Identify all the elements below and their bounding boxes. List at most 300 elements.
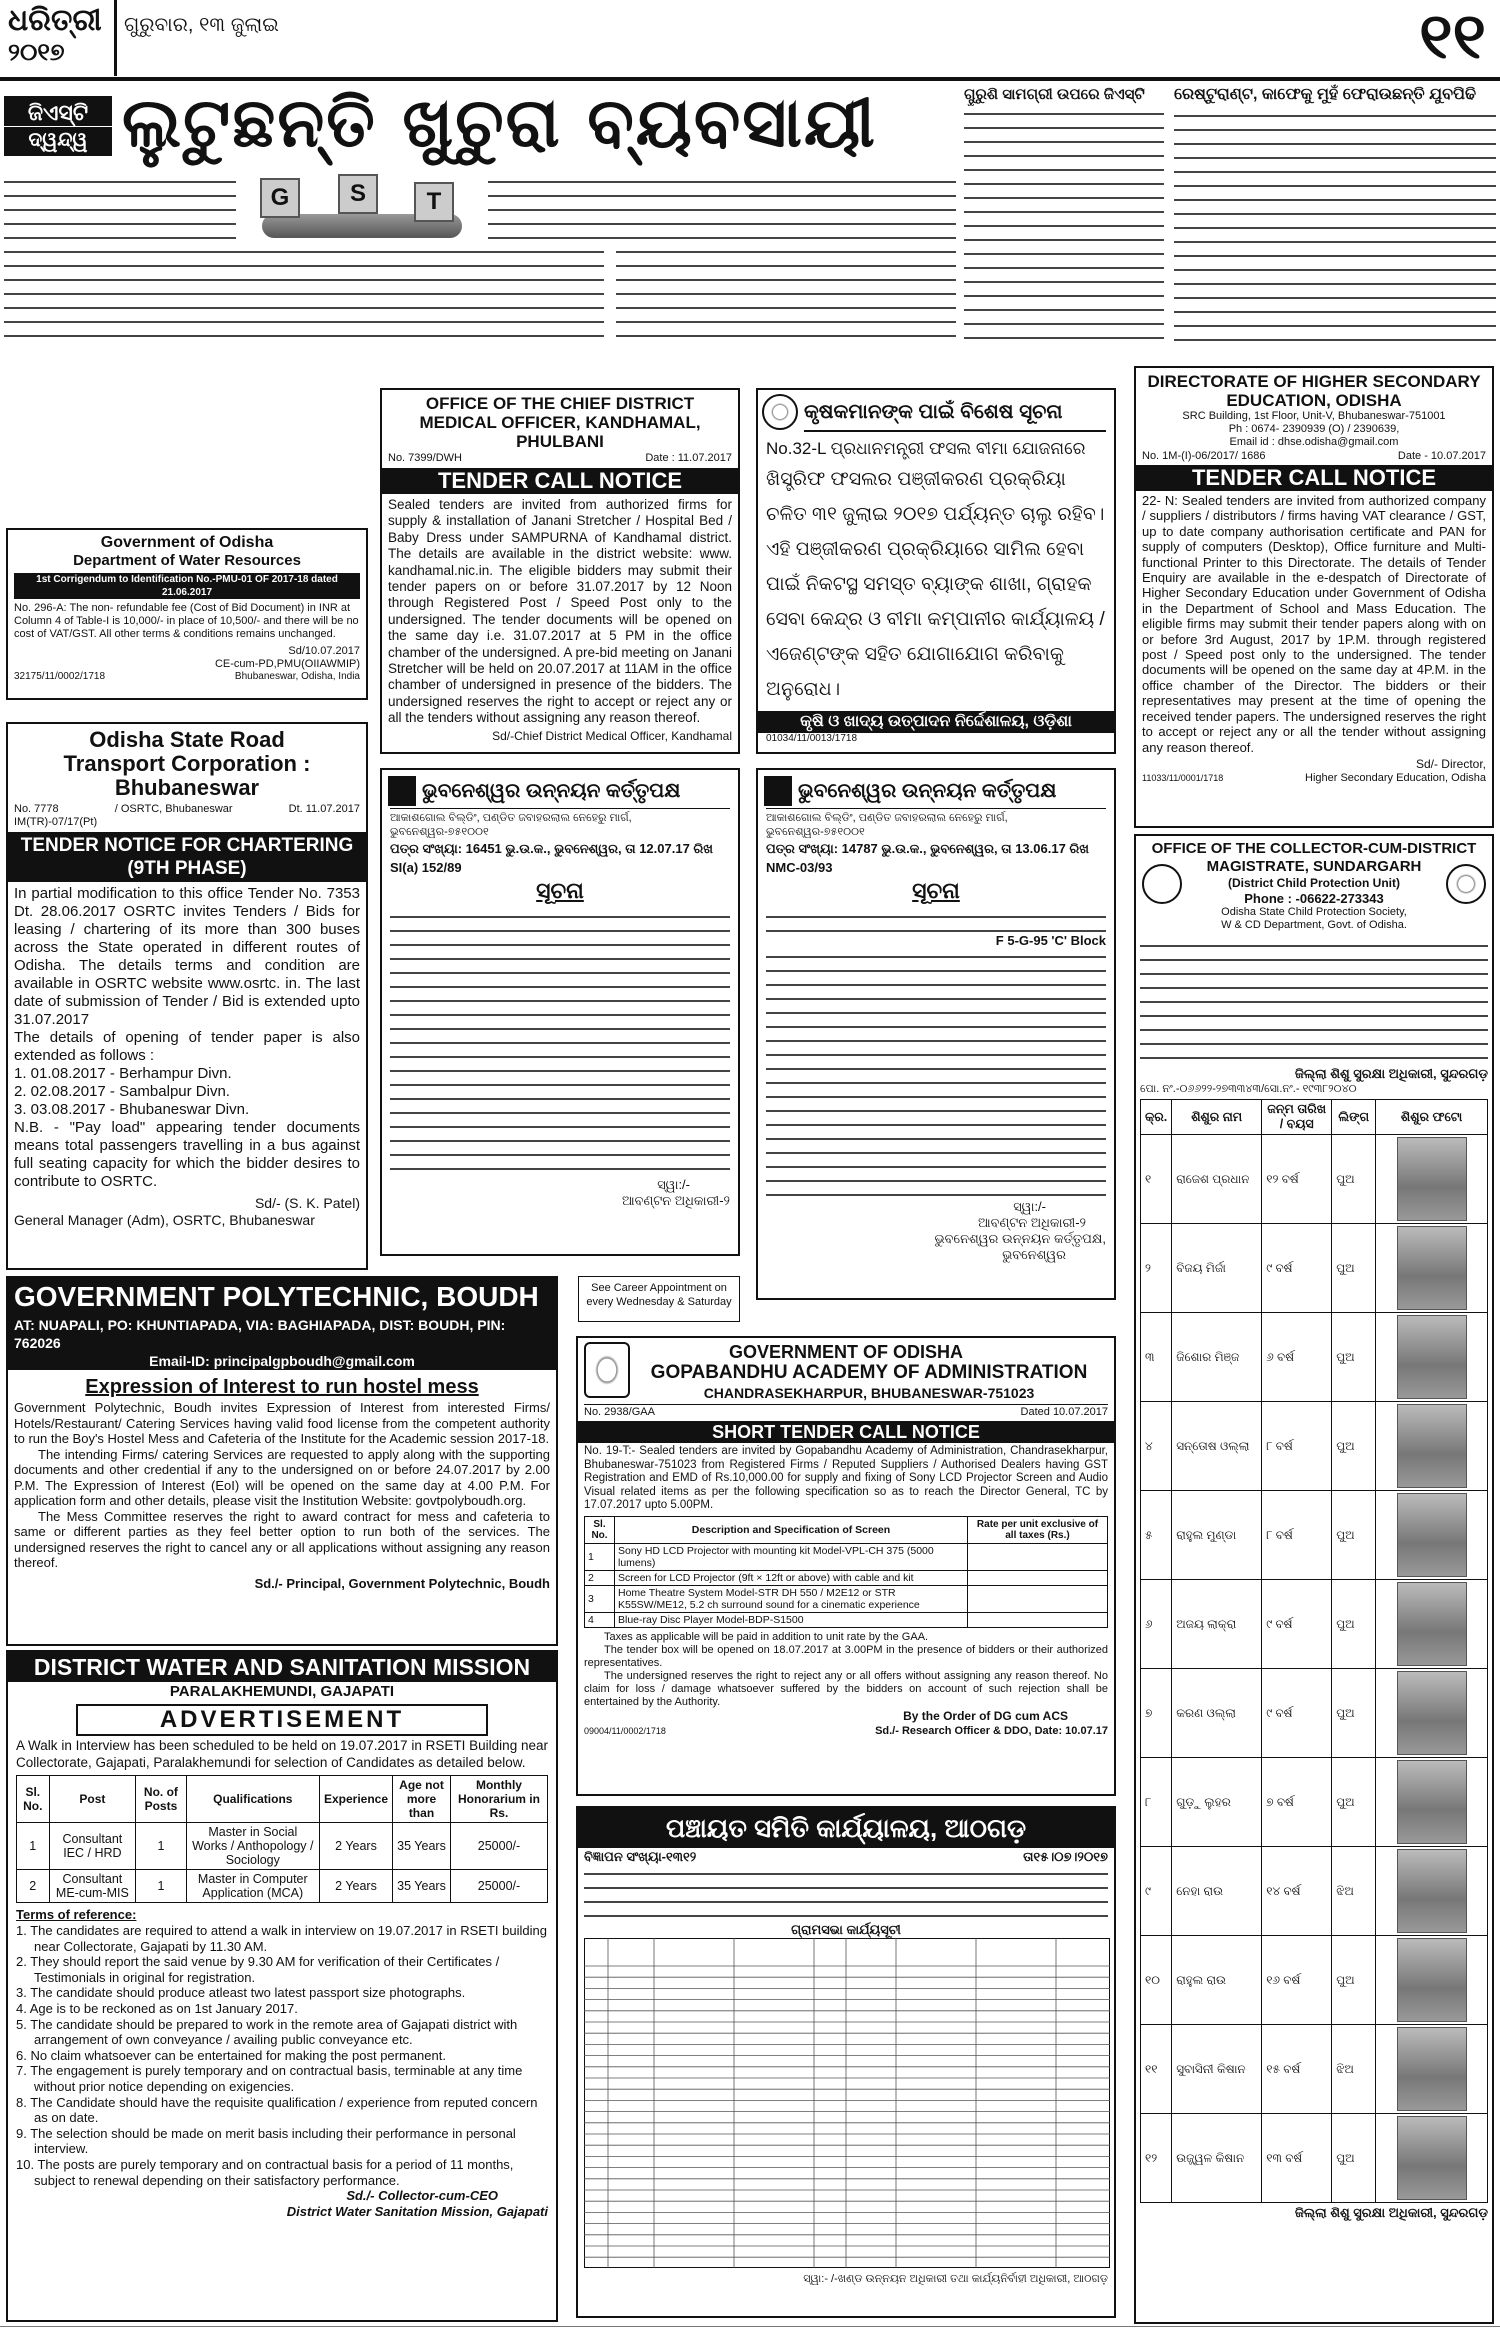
polytechnic-boudh-ad xyxy=(6,1276,558,1646)
bda2-sign-2: ଆବଣ୍ଟନ ଅଧିକାରୀ-୨ xyxy=(978,1215,1086,1230)
poly-email: Email-ID: principalgpboudh@gmail.com xyxy=(8,1352,556,1370)
child-age: ୧୫ ବର୍ଷ xyxy=(1262,2025,1332,2114)
collector-title-6: W & CD Department, Govt. of Odisha. xyxy=(1221,919,1407,931)
masthead xyxy=(0,0,1500,78)
bda2-letter-no: ପତ୍ର ସଂଖ୍ୟା: 14787 ଭୁ.ଉ.କ., ଭୁବନେଶ୍ୱର, ତା 13.06.17 ରିଖ xyxy=(766,841,1089,856)
dwsm-term: 3. The candidate should produce atleast two latest passport size photographs. xyxy=(16,1985,466,2001)
children-table-header xyxy=(1141,1100,1488,1135)
gaa-item-sl: 1 xyxy=(585,1543,615,1570)
child-gender: ପୁଅ xyxy=(1332,1402,1376,1491)
kicker-top: ଜିଏସ୍ଟି xyxy=(27,100,89,125)
gst-t-coin: T xyxy=(414,182,454,222)
child-gender: ପୁଅ xyxy=(1332,1135,1376,1224)
child-photo-cell xyxy=(1376,1491,1488,1580)
child-name: ସନ୍ତୋଷ ଓଲ୍ଲା xyxy=(1172,1402,1262,1491)
collector-body xyxy=(1140,938,1488,1066)
panchayat-date: ତା୧୫।୦୭।୨୦୧୭ xyxy=(1023,1849,1108,1864)
gaa-item-rate xyxy=(968,1612,1108,1627)
osrtc-date: Dt. 11.07.2017 xyxy=(288,803,360,815)
dwsm-cell: Master in Social Works / Anthopology / Sociology xyxy=(186,1823,319,1870)
col-gender: ଲିଙ୍ଗ xyxy=(1332,1100,1376,1135)
dwsm-col: No. of Posts xyxy=(136,1776,186,1823)
bda2-title: ଭୁବନେଶ୍ୱର ଉନ୍ନୟନ କର୍ତ୍ତୃପକ୍ଷ xyxy=(798,780,1057,802)
dwsm-subtitle: PARALAKHEMUNDI, GAJAPATI xyxy=(169,1683,395,1700)
panchayat-footer: ସ୍ୱା:- /-ଖଣ୍ଡ ଉନ୍ନୟନ ଅଧିକାରୀ ତଥା କାର୍ଯ୍ୟନିର୍ବାହୀ ଅଧିକାରୀ, ଆଠଗଡ଼ xyxy=(803,2273,1108,2285)
child-age: ୯ ବର୍ଷ xyxy=(1262,1224,1332,1313)
gram-sabha-table xyxy=(584,1938,1110,2268)
children-table-body xyxy=(1141,1135,1488,2203)
career-note xyxy=(578,1276,740,1322)
brand-name: ଧରିତ୍ରୀ xyxy=(8,3,102,38)
water-sign-1: Sd/10.07.2017 xyxy=(288,645,360,657)
poly-body-3: The Mess Committee reserves the right to award contract for mess and cafeteria to same or different parties as they feel better option to run both of the services. The undersigned reserves the right to cancel any or all applications without assigning any reason thereof. xyxy=(14,1508,550,1570)
gaa-ref: 09004/11/0002/1718 xyxy=(584,1725,666,1736)
dhse-address: SRC Building, 1st Floor, Unit-V, Bhubaneswar-751001 xyxy=(1182,410,1446,422)
dhse-ad xyxy=(1134,366,1494,828)
dwsm-title: DISTRICT WATER AND SANITATION MISSION xyxy=(8,1652,556,1682)
osrtc-title-3: Bhubaneswar xyxy=(114,775,260,800)
dwsm-col: Experience xyxy=(319,1776,392,1823)
dwsm-cell: Master in Computer Application (MCA) xyxy=(186,1870,319,1903)
poly-body-2: The intending Firms/ catering Services are requested to apply along with the supporting documents and other credential if any to the undersigned on or before 24.07.2017 by 2.00 P.M. The Expression of Interest (EoI) will be opened on the same day at 4.00 P.M. For application form and other details, please visit the Institution Website: govtpolyboudh.org. xyxy=(14,1446,550,1508)
child-photo xyxy=(1397,1226,1467,1310)
bda1-sign-1: ସ୍ୱା:/- xyxy=(657,1177,690,1192)
osrtc-title-2: Transport Corporation : xyxy=(63,751,311,776)
dwsm-posts-table xyxy=(16,1775,548,1903)
gaa-emblem-icon xyxy=(584,1342,630,1398)
krushi-sign: କୃଷି ଓ ଖାଦ୍ୟ ଉତ୍ପାଦନ ନିର୍ଦ୍ଦେଶାଳୟ, ଓଡ଼ିଶା xyxy=(758,711,1114,733)
gaa-item-desc: Home Theatre System Model-STR DH 550 / M2E12 or STR K55SW/ME12, 5.2 ch surround sound for a cinematic experience xyxy=(615,1585,968,1612)
child-row xyxy=(1141,1224,1488,1313)
dwsm-col: Qualifications xyxy=(186,1776,319,1823)
poly-body-1: Government Polytechnic, Boudh invites Expression of Interest from interested Firms/ Hotels/Restaurant/ Catering Services having valid food license from the competent authority to run the Boy's Hostel Mess and Cafeteria of the Institute for the Academic session 2017-18. xyxy=(14,1400,550,1446)
col-age: ଜନ୍ମ ତାରିଖ / ବୟସ xyxy=(1262,1100,1332,1135)
dwsm-sign-2: District Water Sanitation Mission, Gajapati xyxy=(286,2204,548,2220)
cdmo-date: Date : 11.07.2017 xyxy=(645,452,732,464)
gst-s-coin: S xyxy=(338,174,378,214)
bda2-body-a xyxy=(766,909,1106,933)
bda2-block: F 5-G-95 'C' Block xyxy=(995,933,1106,948)
child-gender: ପୁଅ xyxy=(1332,1758,1376,1847)
child-name: ଉଜ୍ଜ୍ୱଳ କିଷାନ xyxy=(1172,2114,1262,2203)
bda-logo-icon xyxy=(388,776,416,806)
osrtc-sign-2: General Manager (Adm), OSRTC, Bhubaneswar xyxy=(14,1212,315,1228)
dwsm-cell: Consultant IEC / HRD xyxy=(49,1823,136,1870)
gaa-item-row xyxy=(585,1585,1108,1612)
osrtc-sign-1: Sd/- (S. K. Patel) xyxy=(254,1195,360,1211)
dwsm-terms-head: Terms of reference: xyxy=(16,1907,137,1922)
water-ref: 32175/11/0002/1718 xyxy=(14,671,106,682)
bda-notice-2 xyxy=(756,768,1116,1300)
gaa-item-desc: Sony HD LCD Projector with mounting kit Model-VPL-CH 375 (5000 lumens) xyxy=(615,1543,968,1570)
panchayat-samiti-ad xyxy=(576,1806,1116,2318)
child-photo xyxy=(1397,1582,1467,1666)
dwsm-term: 5. The candidate should be prepared to work in the remote area of Gajapati district with arrangement of own conveyance / availing public conveyance etc. xyxy=(16,2016,518,2048)
osrtc-title-1: Odisha State Road xyxy=(89,727,285,752)
gaa-col-sl: Sl. No. xyxy=(585,1516,615,1543)
collector-title-5: Odisha State Child Protection Society, xyxy=(1221,906,1407,918)
child-serial: ୫ xyxy=(1141,1491,1172,1580)
osrtc-sched-1: 1. 01.08.2017 - Berhampur Divn. xyxy=(14,1065,232,1082)
panchayat-body xyxy=(584,1866,1108,1922)
dhse-email: Email id : dhse.odisha@gmail.com xyxy=(1229,436,1399,448)
gaa-sign: Sd./- Research Officer & DDO, Date: 10.07.17 xyxy=(875,1724,1108,1737)
gaa-tender-ad xyxy=(576,1336,1116,1796)
child-row xyxy=(1141,1758,1488,1847)
poly-address: AT: NUAPALI, PO: KHUNTIAPADA, VIA: BAGHIAPADA, DIST: BOUDH, PIN: 762026 xyxy=(8,1316,556,1352)
child-name: ନେହା ରାଉ xyxy=(1172,1847,1262,1936)
bda1-body xyxy=(390,909,730,1177)
child-gender: ପୁଅ xyxy=(1332,1669,1376,1758)
bda1-heading: ସୂଚନା xyxy=(536,878,584,903)
bda2-address: ଆକାଶଗୋଲ ବିଲ୍ଡିଂ, ପଣ୍ଡିତ ଜବାହରଲାଲ ନେହେରୁ ମାର୍ଗ, ଭୁବନେଶ୍ୱର-୭୫୧୦୦୧ xyxy=(766,808,1106,839)
child-name: ଜିଶୋର ମିଞ୍ଜ xyxy=(1172,1313,1262,1402)
gaa-item-sl: 2 xyxy=(585,1570,615,1585)
child-serial: ୧୨ xyxy=(1141,2114,1172,2203)
lead-col-5 xyxy=(1174,108,1496,344)
child-photo xyxy=(1397,1137,1467,1221)
child-serial: ୧୧ xyxy=(1141,2025,1172,2114)
missing-children-table xyxy=(1140,1099,1488,2203)
osrtc-subref: IM(TR)-07/17(Pt) xyxy=(14,816,98,828)
panchayat-no: ବିଜ୍ଞାପନ ସଂଖ୍ୟା-୧୩୧୨ xyxy=(584,1849,697,1864)
bda-notice-1 xyxy=(380,768,740,1256)
cdmo-no: No. 7399/DWH xyxy=(388,452,462,464)
dhse-ref: 11033/11/0001/1718 xyxy=(1142,772,1224,783)
kicker-bottom: ଦ୍ୱନ୍ଦ୍ୱ xyxy=(4,126,112,153)
osrtc-body: In partial modification to this office Tender No. 7353 Dt. 28.06.2017 OSRTC invites Tenders / Bids for leasing / chartering of its more than 300 buses across the State operated in different routes of Odisha. The details terms and condition are available in OSRTC website www.osrtc. in. The last date of submission of Tender / Bid is extended upto 31.07.2017 xyxy=(14,885,360,1028)
dhse-bar: TENDER CALL NOTICE xyxy=(1136,465,1492,491)
child-serial: ୪ xyxy=(1141,1402,1172,1491)
water-sign-3: Bhubaneswar, Odisha, India xyxy=(234,671,360,682)
child-photo xyxy=(1397,1760,1467,1844)
gaa-note-1: Taxes as applicable will be paid in addition to unit rate by the GAA. xyxy=(604,1630,929,1643)
gaa-title-0: GOVERNMENT OF ODISHA xyxy=(728,1342,963,1362)
dwsm-cell: 25000/- xyxy=(450,1823,547,1870)
bda1-letter-no: ପତ୍ର ସଂଖ୍ୟା: 16451 ଭୁ.ଉ.କ., ଭୁବନେଶ୍ୱର, ତା 12.07.17 ରିଖ xyxy=(390,841,713,856)
dwsm-term: 10. The posts are purely temporary and on contractual basis for a period of 11 months, subject to renewal depending on their satisfactory performance. xyxy=(16,2156,514,2188)
dhse-body: 22- N: Sealed tenders are invited from authorized company / suppliers / distributors / firms having VAT clearance / GST, up to date company authorisation certificate and PAN for supply of computers (Desktop), Office furniture and Multi-functional Printer to this Directorate. The details of Tender Enquiry are available in the e-despatch of Directorate of Higher Secondary Education under Government of Odisha in the Department of School and Mass Education. The eligible firms may submit their tender papers along with on or before 3rd August, 2017 by 1P.M. through registered post / Speed post only to the undersigned. The tender documents will be opened on the same day at 4P.M. in the office chamber of the Director. The bidders or their representatives may present at the time of opening the received tender papers. The undersigned reserves the right to accept or reject any or all the tender without assigning any reason thereof. xyxy=(1142,493,1486,755)
gaa-items-table xyxy=(584,1516,1108,1628)
lead-story xyxy=(4,83,1496,348)
child-photo xyxy=(1397,1493,1467,1577)
child-age: ୧୬ ବର୍ଷ xyxy=(1262,1936,1332,2025)
krushi-title: କୃଷକମାନଙ୍କ ପାଇଁ ବିଶେଷ ସୂଚନା xyxy=(804,394,1106,432)
child-serial: ୩ xyxy=(1141,1313,1172,1402)
krushi-body: ଖିସ୍ତ୍ରିଫ ଫସଲର ପଞ୍ଜୀକରଣ ପ୍ରକ୍ରିୟା ଚଳିତ ୩୧ ଜୁଲାଇ ୨୦୧୭ ପର୍ଯ୍ୟନ୍ତ ଚାଲୁ ରହିବ। ଏହି ପଞ୍ଜୀକରଣ ପ୍ରକ୍ରିୟାରେ ସାମିଲ ହେବା ପାଇଁ ନିକଟସ୍ଥ ସମସ୍ତ ବ୍ୟାଙ୍କ ଶାଖା, ଗ୍ରାହକ ସେବା କେନ୍ଦ୍ର ଓ ବୀମା କମ୍ପାନୀର କାର୍ଯ୍ୟାଳୟ / ଏଜେଣ୍ଟଙ୍କ ସହିତ ଯୋଗାଯୋଗ କରିବାକୁ ଅନୁରୋଧ। xyxy=(766,469,1105,700)
collector-phone: Phone : -06622-273343 xyxy=(1244,891,1384,906)
poly-subject: Expression of Interest to run hostel mess xyxy=(85,1376,479,1398)
gaa-note-2: The tender box will be opened on 18.07.2017 at 3.00PM in the presence of bidders or their authorized representatives. xyxy=(584,1643,1108,1669)
osrtc-no: No. 7778 xyxy=(14,803,59,815)
dhse-no: No. 1M-(I)-06/2017/ 1686 xyxy=(1142,450,1266,462)
child-name: ରାହୁଲ ରାଉ xyxy=(1172,1936,1262,2025)
page-number: ୧୧ xyxy=(1419,0,1486,74)
child-row xyxy=(1141,2114,1488,2203)
cdmo-sign: Sd/-Chief District Medical Officer, Kandhamal xyxy=(492,728,732,743)
child-name: ରାଜେଶ ପ୍ରଧାନ xyxy=(1172,1135,1262,1224)
gaa-item-rate xyxy=(968,1570,1108,1585)
child-photo xyxy=(1397,2027,1467,2111)
gaa-note-3: The undersigned reserves the right to reject any or all offers without assigning any reason thereof. No claim for loss / damage whatsoever suffered by the bidders on account of such rejection shall be entertained by the Authority. xyxy=(584,1669,1108,1708)
child-age: ୧୨ ବର୍ଷ xyxy=(1262,1135,1332,1224)
dwsm-term: 4. Age is to be reckoned as on 1st January 2017. xyxy=(16,2000,298,2016)
child-row xyxy=(1141,1580,1488,1669)
gaa-col-rate: Rate per unit exclusive of all taxes (Rs.) xyxy=(968,1516,1108,1543)
child-photo-cell xyxy=(1376,1936,1488,2025)
water-sign-2: CE-cum-PD,PMU(OIIAWMIP) xyxy=(214,658,360,670)
child-photo xyxy=(1397,1938,1467,2022)
dwsm-cell: 2 Years xyxy=(319,1870,392,1903)
child-row xyxy=(1141,1936,1488,2025)
lead-col-5-head: ରେଷ୍ଟୁରାଣ୍ଟ, କାଫେକୁ ମୁହଁ ଫେରାଉଛନ୍ତି ଯୁବପିଢି xyxy=(1174,86,1477,103)
child-photo-cell xyxy=(1376,1669,1488,1758)
child-gender: ପୁଅ xyxy=(1332,1313,1376,1402)
child-name: ଅଜୟ ଲାକ୍ରା xyxy=(1172,1580,1262,1669)
dwsm-cell: Consultant ME-cum-MIS xyxy=(49,1870,136,1903)
child-photo-cell xyxy=(1376,1758,1488,1847)
gaa-item-rate xyxy=(968,1585,1108,1612)
gaa-item-rate xyxy=(968,1543,1108,1570)
dwsm-term: 8. The Candidate should have the requisite qualification / experience from reputed concern as on date. xyxy=(16,2094,538,2126)
child-gender: ଝିଅ xyxy=(1332,1847,1376,1936)
odisha-emblem-icon xyxy=(762,394,798,430)
career-text: See Career Appointment on every Wednesday & Saturday xyxy=(586,1282,732,1308)
lead-col-3 xyxy=(616,174,956,344)
dwsm-cell: 35 Years xyxy=(393,1823,451,1870)
child-name: ଗୁଡ଼ୁ ଲୁହର xyxy=(1172,1758,1262,1847)
gaa-body: No. 19-T:- Sealed tenders are invited by Gopabandhu Academy of Administration, Chandrasekharpur, Bhubaneswar-751023 from Registered Firms / Reputed Suppliers / Authorised Dealers having GST Registration and EMD of Rs.10,000.00 for supply and fixing of Sony LCD Projector Screen and Audio Visual related items as per the following specification so as to reach the Director General, TC by 17.07.2017 upto 5.00PM. xyxy=(584,1445,1108,1511)
gst-coins-image xyxy=(242,174,482,240)
child-age: ୮ ବର୍ଷ xyxy=(1262,1402,1332,1491)
child-photo-cell xyxy=(1376,2114,1488,2203)
cdmo-bar: TENDER CALL NOTICE xyxy=(382,468,738,494)
child-photo xyxy=(1397,1671,1467,1755)
osrtc-sched-head: The details of opening of tender paper is also extended as follows : xyxy=(14,1029,360,1064)
gaa-item-row xyxy=(585,1612,1108,1627)
collector-title-1: OFFICE OF THE COLLECTOR-CUM-DISTRICT xyxy=(1151,840,1477,857)
issue-date: ଗୁରୁବାର, ୧୩ ଜୁଲାଇ xyxy=(124,14,279,36)
gaa-item-desc: Screen for LCD Projector (9ft × 12ft or above) with cable and kit xyxy=(615,1570,968,1585)
lead-col-2 xyxy=(488,174,620,244)
collector-footer: ଜିଲ୍ଲା ଶିଶୁ ସୁରକ୍ଷା ଅଧିକାରୀ, ସୁନ୍ଦରଗଡ଼ xyxy=(1294,2205,1488,2220)
child-photo-cell xyxy=(1376,2025,1488,2114)
child-gender: ପୁଅ xyxy=(1332,1491,1376,1580)
gaa-item-sl: 4 xyxy=(585,1612,615,1627)
panchayat-table-head: ଗ୍ରାମସଭା କାର୍ଯ୍ୟସୂଚୀ xyxy=(791,1922,901,1937)
bda1-address: ଆକାଶଗୋଲ ବିଲ୍ଡିଂ, ପଣ୍ଡିତ ଜବାହରଲାଲ ନେହେରୁ ମାର୍ଗ, ଭୁବନେଶ୍ୱର-୭୫୧୦୦୧ xyxy=(390,808,730,839)
osrtc-ad xyxy=(6,722,368,1270)
child-serial: ୬ xyxy=(1141,1580,1172,1669)
collector-letter-no: ପୋ. ନଂ.-୦୬୬୨୨-୨୭୩୩୪୩/ସୋ.ନଂ.- ୧୯୩୮୨୦୪୦ xyxy=(1140,1083,1357,1095)
child-gender: ପୁଅ xyxy=(1332,2114,1376,2203)
child-age: ୯ ବର୍ଷ xyxy=(1262,1580,1332,1669)
dwsm-cell: 2 xyxy=(17,1870,50,1903)
dwsm-col: Age not more than xyxy=(393,1776,451,1823)
child-gender: ପୁଅ xyxy=(1332,1580,1376,1669)
child-name: ବିଜୟ ମିର୍ଜା xyxy=(1172,1224,1262,1313)
child-gender: ପୁଅ xyxy=(1332,1936,1376,2025)
dhse-sign-1: Sd/- Director, xyxy=(1415,756,1486,771)
dwsm-gajapati-ad xyxy=(6,1650,558,2322)
child-serial: ୮ xyxy=(1141,1758,1172,1847)
krushi-ad xyxy=(756,388,1116,754)
lead-col-1b xyxy=(4,244,604,344)
collector-title-3: (District Child Protection Unit) xyxy=(1228,876,1400,890)
dhse-title: DIRECTORATE OF HIGHER SECONDARY EDUCATION, ODISHA xyxy=(1147,372,1481,410)
dwsm-row xyxy=(17,1870,548,1903)
story-kicker xyxy=(4,96,112,156)
masthead-rule xyxy=(0,77,1500,81)
dhse-sign-2: Higher Secondary Education, Odisha xyxy=(1305,771,1486,784)
poly-sign: Sd./- Principal, Government Polytechnic, Boudh xyxy=(254,1575,550,1591)
child-name: ସୁବାସିନୀ କିଷାନ xyxy=(1172,2025,1262,2114)
col-serial: କ୍ର. xyxy=(1141,1100,1172,1135)
dwsm-term: 1. The candidates are required to attend a walk in interview on 19.07.2017 in RSETI building near Collectorate, Gajapati by 11.30 AM. xyxy=(16,1923,547,1954)
bda-logo-icon-2 xyxy=(764,776,792,806)
cdmo-body: Sealed tenders are invited from authorized firms for supply & installation of Janani Stretcher / Hospital Bed / Baby Dress under SAMPURNA of Kandhamal district. The details are available in the district website: www. kandhamal.nic.in. The eligible bidders may submit their tender papers on or before 31.07.2017 by 12 Noon through Registered Post / Speed Post only to the undersigned. The tender documents will be opened on the same day i.e. 31.07.2017 at 5 PM in the office chamber of the undersigned. A pre-bid meeting on Janani Stretcher will be held on 20.07.2017 at 11AM in the office chamber of undersigned in presence of the bidders. The undersigned reserves the right to accept or reject any or all the tenders without assigning any reason thereof. xyxy=(388,497,732,726)
child-age: ୯ ବର୍ଷ xyxy=(1262,1669,1332,1758)
poly-title: GOVERNMENT POLYTECHNIC, BOUDH xyxy=(8,1278,556,1316)
child-name: ରାହୁଲ ମୁଣ୍ଡା xyxy=(1172,1491,1262,1580)
gaa-item-row xyxy=(585,1543,1108,1570)
gaa-item-sl: 3 xyxy=(585,1585,615,1612)
dwsm-bar: ADVERTISEMENT xyxy=(76,1704,488,1736)
gaa-item-row xyxy=(585,1570,1108,1585)
collector-sundargarh-ad xyxy=(1134,834,1494,2324)
child-serial: ୧ xyxy=(1141,1135,1172,1224)
krushi-ref: 01034/11/0013/1718 xyxy=(766,733,858,744)
child-photo-cell xyxy=(1376,1313,1488,1402)
child-age: ୬ ବର୍ଷ xyxy=(1262,1313,1332,1402)
osrtc-office: / OSRTC, Bhubaneswar xyxy=(114,803,233,815)
dwsm-cell: 35 Years xyxy=(393,1870,451,1903)
child-photo-cell xyxy=(1376,1135,1488,1224)
child-row xyxy=(1141,1402,1488,1491)
water-title-1: Government of Odisha xyxy=(100,534,274,551)
dwsm-row xyxy=(17,1823,548,1870)
bda2-sign-1: ସ୍ୱା:/- xyxy=(1013,1199,1046,1214)
dhse-phone: Ph : 0674- 2390939 (O) / 2390639, xyxy=(1228,423,1400,435)
dcpu-logo-icon xyxy=(1142,864,1182,904)
child-photo xyxy=(1397,1404,1467,1488)
child-age: ୮ ବର୍ଷ xyxy=(1262,1491,1332,1580)
child-age: ୭ ବର୍ଷ xyxy=(1262,1758,1332,1847)
child-serial: ୯ xyxy=(1141,1847,1172,1936)
gaa-title-2: CHANDRASEKHARPUR, BHUBANESWAR-751023 xyxy=(703,1385,1035,1401)
dwsm-cell: 1 xyxy=(136,1870,186,1903)
dwsm-intro: A Walk in Interview has been scheduled to be held on 19.07.2017 in RSETI Building near Collectorate, Gajapati, Paralakhemundi for selection of Candidates as detailed below. xyxy=(16,1738,548,1770)
child-serial: ୧୦ xyxy=(1141,1936,1172,2025)
osrtc-nb: N.B. - "Pay load" appearing tender documents means total passengers travelling in a bus against full seating capacity for which the bidder desires to contribute to OSRTC. xyxy=(14,1119,360,1190)
gaa-item-desc: Blue-ray Disc Player Model-BDP-S1500 xyxy=(615,1612,968,1627)
dwsm-term: 6. No claim whatsoever can be entertained for making the post permanent. xyxy=(16,2047,446,2063)
water-resources-ad xyxy=(6,528,368,700)
bda2-body-b xyxy=(766,949,1106,1199)
dwsm-term: 2. They should report the said venue by 9.30 AM for verification of their Certificates / Testimonials in original for registration. xyxy=(16,1954,500,1985)
child-row xyxy=(1141,1135,1488,1224)
dwsm-cell: 2 Years xyxy=(319,1823,392,1870)
child-photo-cell xyxy=(1376,1224,1488,1313)
collector-office: ଜିଲ୍ଲା ଶିଶୁ ସୁରକ୍ଷା ଅଧିକାରୀ, ସୁନ୍ଦରଗଡ଼ xyxy=(1294,1066,1488,1081)
brand-logo xyxy=(8,4,108,72)
col-name: ଶିଶୁର ନାମ xyxy=(1172,1100,1262,1135)
cdmo-title: OFFICE OF THE CHIEF DISTRICT MEDICAL OFFICER, KANDHAMAL, PHULBANI xyxy=(419,394,701,451)
gaa-date: Dated 10.07.2017 xyxy=(1020,1406,1108,1418)
bda2-sign-3: ଭୁବନେଶ୍ୱର ଉନ୍ନୟନ କର୍ତ୍ତୃପକ୍ଷ, xyxy=(934,1231,1106,1246)
bda2-heading: ସୂଚନା xyxy=(912,878,960,903)
child-photo xyxy=(1397,1849,1467,1933)
brand-year: ୨୦୧୭ xyxy=(8,37,65,66)
collector-title-2: MAGISTRATE, SUNDARGARH xyxy=(1206,858,1422,875)
lead-col-4 xyxy=(964,106,1164,344)
child-photo xyxy=(1397,2116,1467,2200)
dwsm-sign-1: Sd./- Collector-cum-CEO xyxy=(346,2188,498,2204)
bda1-sign-2: ଆବଣ୍ଟନ ଅଧିକାରୀ-୨ xyxy=(622,1193,730,1208)
krushi-lead: No.32-L ପ୍ରଧାନମନ୍ତ୍ରୀ ଫସଲ ବୀମା ଯୋଜନାରେ xyxy=(766,439,1086,458)
lead-col-4-head: ଗୁରୁଶି ସାମଗ୍ରୀ ଉପରେ ଜିଏସ୍ଟି xyxy=(964,86,1145,103)
child-serial: ୭ xyxy=(1141,1669,1172,1758)
water-corrigendum: 1st Corrigendum to Identification No.-PMU-01 OF 2017-18 dated 21.06.2017 xyxy=(14,573,360,599)
osrtc-bar: TENDER NOTICE FOR CHARTERING (9TH PHASE) xyxy=(8,832,366,882)
gaa-bar: SHORT TENDER CALL NOTICE xyxy=(578,1421,1114,1443)
child-row xyxy=(1141,1847,1488,1936)
child-gender: ଝିଅ xyxy=(1332,2025,1376,2114)
dwsm-col: Post xyxy=(49,1776,136,1823)
dwsm-cell: 1 xyxy=(136,1823,186,1870)
bda2-ref: NMC-03/93 xyxy=(766,860,833,875)
water-title-2: Department of Water Resources xyxy=(73,552,301,569)
bda2-sign-4: ଭୁବନେଶ୍ୱର xyxy=(1002,1247,1066,1262)
lead-headline: ଲୁଟୁଛନ୍ତି ଖୁଚୁରା ବ୍ୟବସାୟୀ xyxy=(122,83,877,163)
dwsm-col: Sl. No. xyxy=(17,1776,50,1823)
bda1-title: ଭୁବନେଶ୍ୱର ଉନ୍ନୟନ କର୍ତ୍ତୃପକ୍ଷ xyxy=(422,780,681,802)
dwsm-term: 9. The selection should be made on merit basis including their performance in personal interview. xyxy=(16,2125,516,2157)
child-photo-cell xyxy=(1376,1847,1488,1936)
dwsm-terms xyxy=(16,1923,548,2188)
dwsm-term: 7. The engagement is purely temporary and on contractual basis, terminable at any time without prior notice depending on exigencies. xyxy=(16,2063,523,2094)
child-row xyxy=(1141,1491,1488,1580)
child-name: କରଣ ଓଲ୍ଲା xyxy=(1172,1669,1262,1758)
dwsm-col: Monthly Honorarium in Rs. xyxy=(450,1776,547,1823)
gst-g-coin: G xyxy=(260,178,300,218)
child-age: ୧୪ ବର୍ଷ xyxy=(1262,1847,1332,1936)
gaa-col-desc: Description and Specification of Screen xyxy=(615,1516,968,1543)
gaa-no: No. 2938/GAA xyxy=(584,1406,655,1418)
child-row xyxy=(1141,1313,1488,1402)
gaa-title-1: GOPABANDHU ACADEMY OF ADMINISTRATION xyxy=(650,1362,1088,1383)
dwsm-cell: 25000/- xyxy=(450,1870,547,1903)
panchayat-title: ପଞ୍ଚାୟତ ସମିତି କାର୍ଯ୍ୟାଳୟ, ଆଠଗଡ଼ xyxy=(578,1808,1114,1848)
cdmo-kandhamal-ad xyxy=(380,388,740,754)
col-photo: ଶିଶୁର ଫଟୋ xyxy=(1376,1100,1488,1135)
child-serial: ୨ xyxy=(1141,1224,1172,1313)
dwsm-cell: 1 xyxy=(17,1823,50,1870)
odisha-seal-icon xyxy=(1446,864,1486,904)
child-age: ୧୩ ବର୍ଷ xyxy=(1262,2114,1332,2203)
dhse-date: Date - 10.07.2017 xyxy=(1397,450,1486,462)
water-body: No. 296-A: The non- refundable fee (Cost of Bid Document) in INR at Column 4 of Table-I is 10,000/- in place of 10,500/- and there will be no cost of VAT/GST. All other terms & conditions remains unchanged. xyxy=(14,602,359,640)
child-photo-cell xyxy=(1376,1402,1488,1491)
osrtc-sched-2: 2. 02.08.2017 - Sambalpur Divn. xyxy=(14,1083,230,1100)
bda1-ref: SI(a) 152/89 xyxy=(390,860,462,875)
child-gender: ପୁଅ xyxy=(1332,1224,1376,1313)
osrtc-sched-3: 3. 03.08.2017 - Bhubaneswar Divn. xyxy=(14,1101,250,1118)
child-photo xyxy=(1397,1315,1467,1399)
child-row xyxy=(1141,1669,1488,1758)
child-row xyxy=(1141,2025,1488,2114)
child-photo-cell xyxy=(1376,1580,1488,1669)
